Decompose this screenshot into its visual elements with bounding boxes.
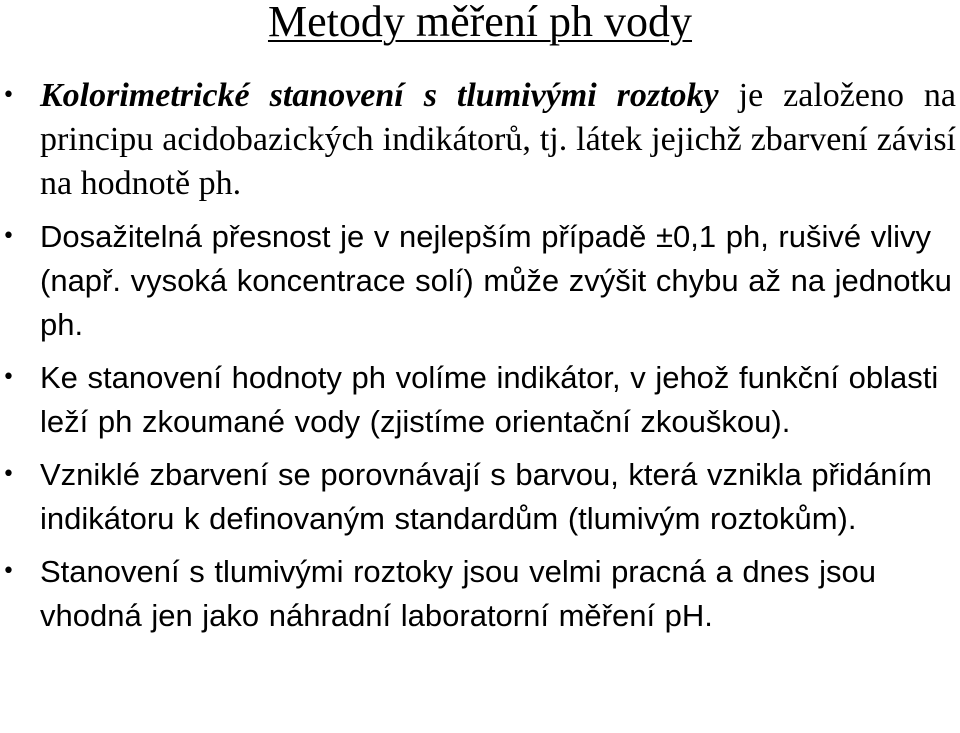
bullet-icon: • <box>2 83 15 108</box>
bullet-item-laboratory-note <box>0 550 960 638</box>
bullet-text: je založeno na principu acidobazických indikátorů, tj. látek jejichž zbarvení závisí na hodnotě ph. <box>40 77 956 202</box>
bullet-icon: • <box>2 224 15 249</box>
bullet-item-colorimetric <box>0 74 960 206</box>
bullet-emphasis: Kolorimetrické stanovení s tlumivými roztoky <box>40 77 719 114</box>
bullet-text: Ke stanovení hodnoty ph volíme indikátor, v jehož funkční oblasti leží ph zkoumané vody (zjistíme orientační zkouškou). <box>40 360 939 439</box>
bullet-item-precision <box>0 215 960 347</box>
bullet-list <box>0 74 960 647</box>
slide-title <box>0 0 960 44</box>
bullet-item-indicator-choice <box>0 356 960 444</box>
bullet-text: Stanovení s tlumivými roztoky jsou velmi pracná a dnes jsou vhodná jen jako náhradní laboratorní měření pH. <box>40 554 877 633</box>
bullet-icon: • <box>2 559 15 584</box>
bullet-icon: • <box>2 462 15 487</box>
bullet-text: Dosažitelná přesnost je v nejlepším případě ±0,1 ph, rušivé vlivy (např. vysoká koncentrace solí) může zvýšit chybu až na jednotku ph. <box>40 219 952 342</box>
bullet-text: Vzniklé zbarvení se porovnávají s barvou, která vznikla přidáním indikátoru k definovaným standardům (tlumivým roztokům). <box>40 457 932 536</box>
bullet-icon: • <box>2 365 15 390</box>
slide-title-text: Metody měření ph vody <box>267 0 693 46</box>
bullet-item-color-comparison <box>0 453 960 541</box>
